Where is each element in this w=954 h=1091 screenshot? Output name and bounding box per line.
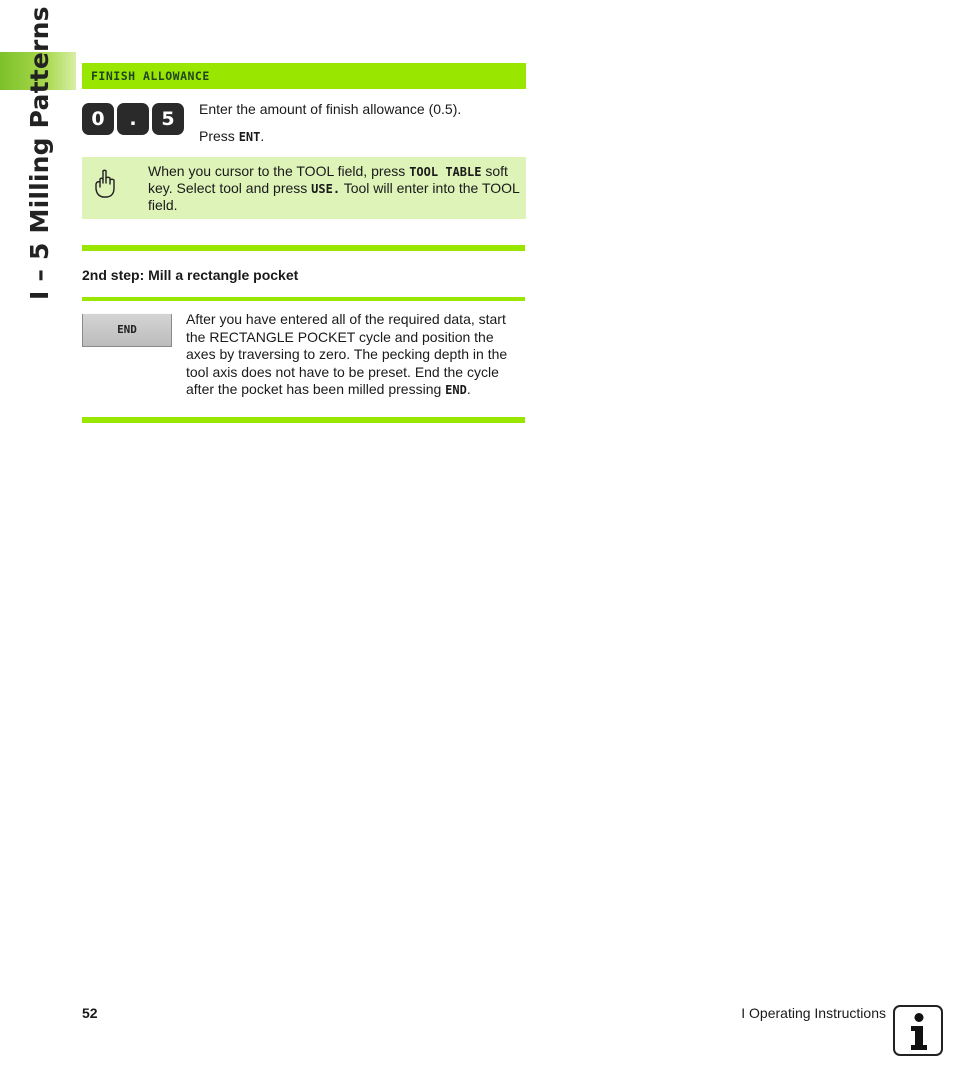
section-heading: FINISH ALLOWANCE <box>91 69 210 83</box>
key-decimal-point: . <box>117 103 149 135</box>
section-heading-bar <box>82 63 526 89</box>
note-text <box>148 163 520 213</box>
tool-table-key-label: TOOL TABLE <box>409 165 482 179</box>
enter-allowance-text: Enter the amount of finish allowance (0.5). <box>199 101 462 117</box>
page-number: 52 <box>82 1005 98 1021</box>
key-5: 5 <box>152 103 184 135</box>
end-key-label: END <box>445 383 467 397</box>
key-0: 0 <box>82 103 114 135</box>
pointing-hand-icon <box>92 169 118 199</box>
end-softkey[interactable]: END <box>82 313 172 347</box>
section-divider <box>82 245 525 251</box>
chapter-side-title: I – 5 Milling Patterns <box>25 6 54 300</box>
note-part2: soft key. Select tool and press <box>148 163 508 196</box>
note-part3: Tool will enter into the TOOL field. <box>148 180 520 213</box>
step-2-text <box>186 311 526 400</box>
info-icon <box>893 1005 943 1056</box>
chapter-footer-title: I Operating Instructions <box>741 1005 886 1021</box>
press-suffix: . <box>260 128 265 144</box>
use-key-label: USE. <box>311 182 341 196</box>
info-glyph <box>895 1007 941 1054</box>
ent-key-label: ENT <box>238 130 261 144</box>
press-prefix: Press <box>199 128 239 144</box>
note-box <box>82 157 526 219</box>
step-2-suffix: . <box>466 381 471 397</box>
step-2-body: After you have entered all of the required data, start the RECTANGLE POCKET cycle and position the axes by traversing to zero. The pecking depth in the tool axis does not have to be preset. End the cycle after the pocket has been milled pressing <box>186 311 508 397</box>
softkey-highlight <box>82 313 172 314</box>
step-divider <box>82 297 525 301</box>
press-ent-line <box>199 128 264 147</box>
note-part1: When you cursor to the TOOL field, press <box>148 163 410 179</box>
step-2-title: 2nd step: Mill a rectangle pocket <box>82 267 299 283</box>
bottom-divider <box>82 417 525 423</box>
